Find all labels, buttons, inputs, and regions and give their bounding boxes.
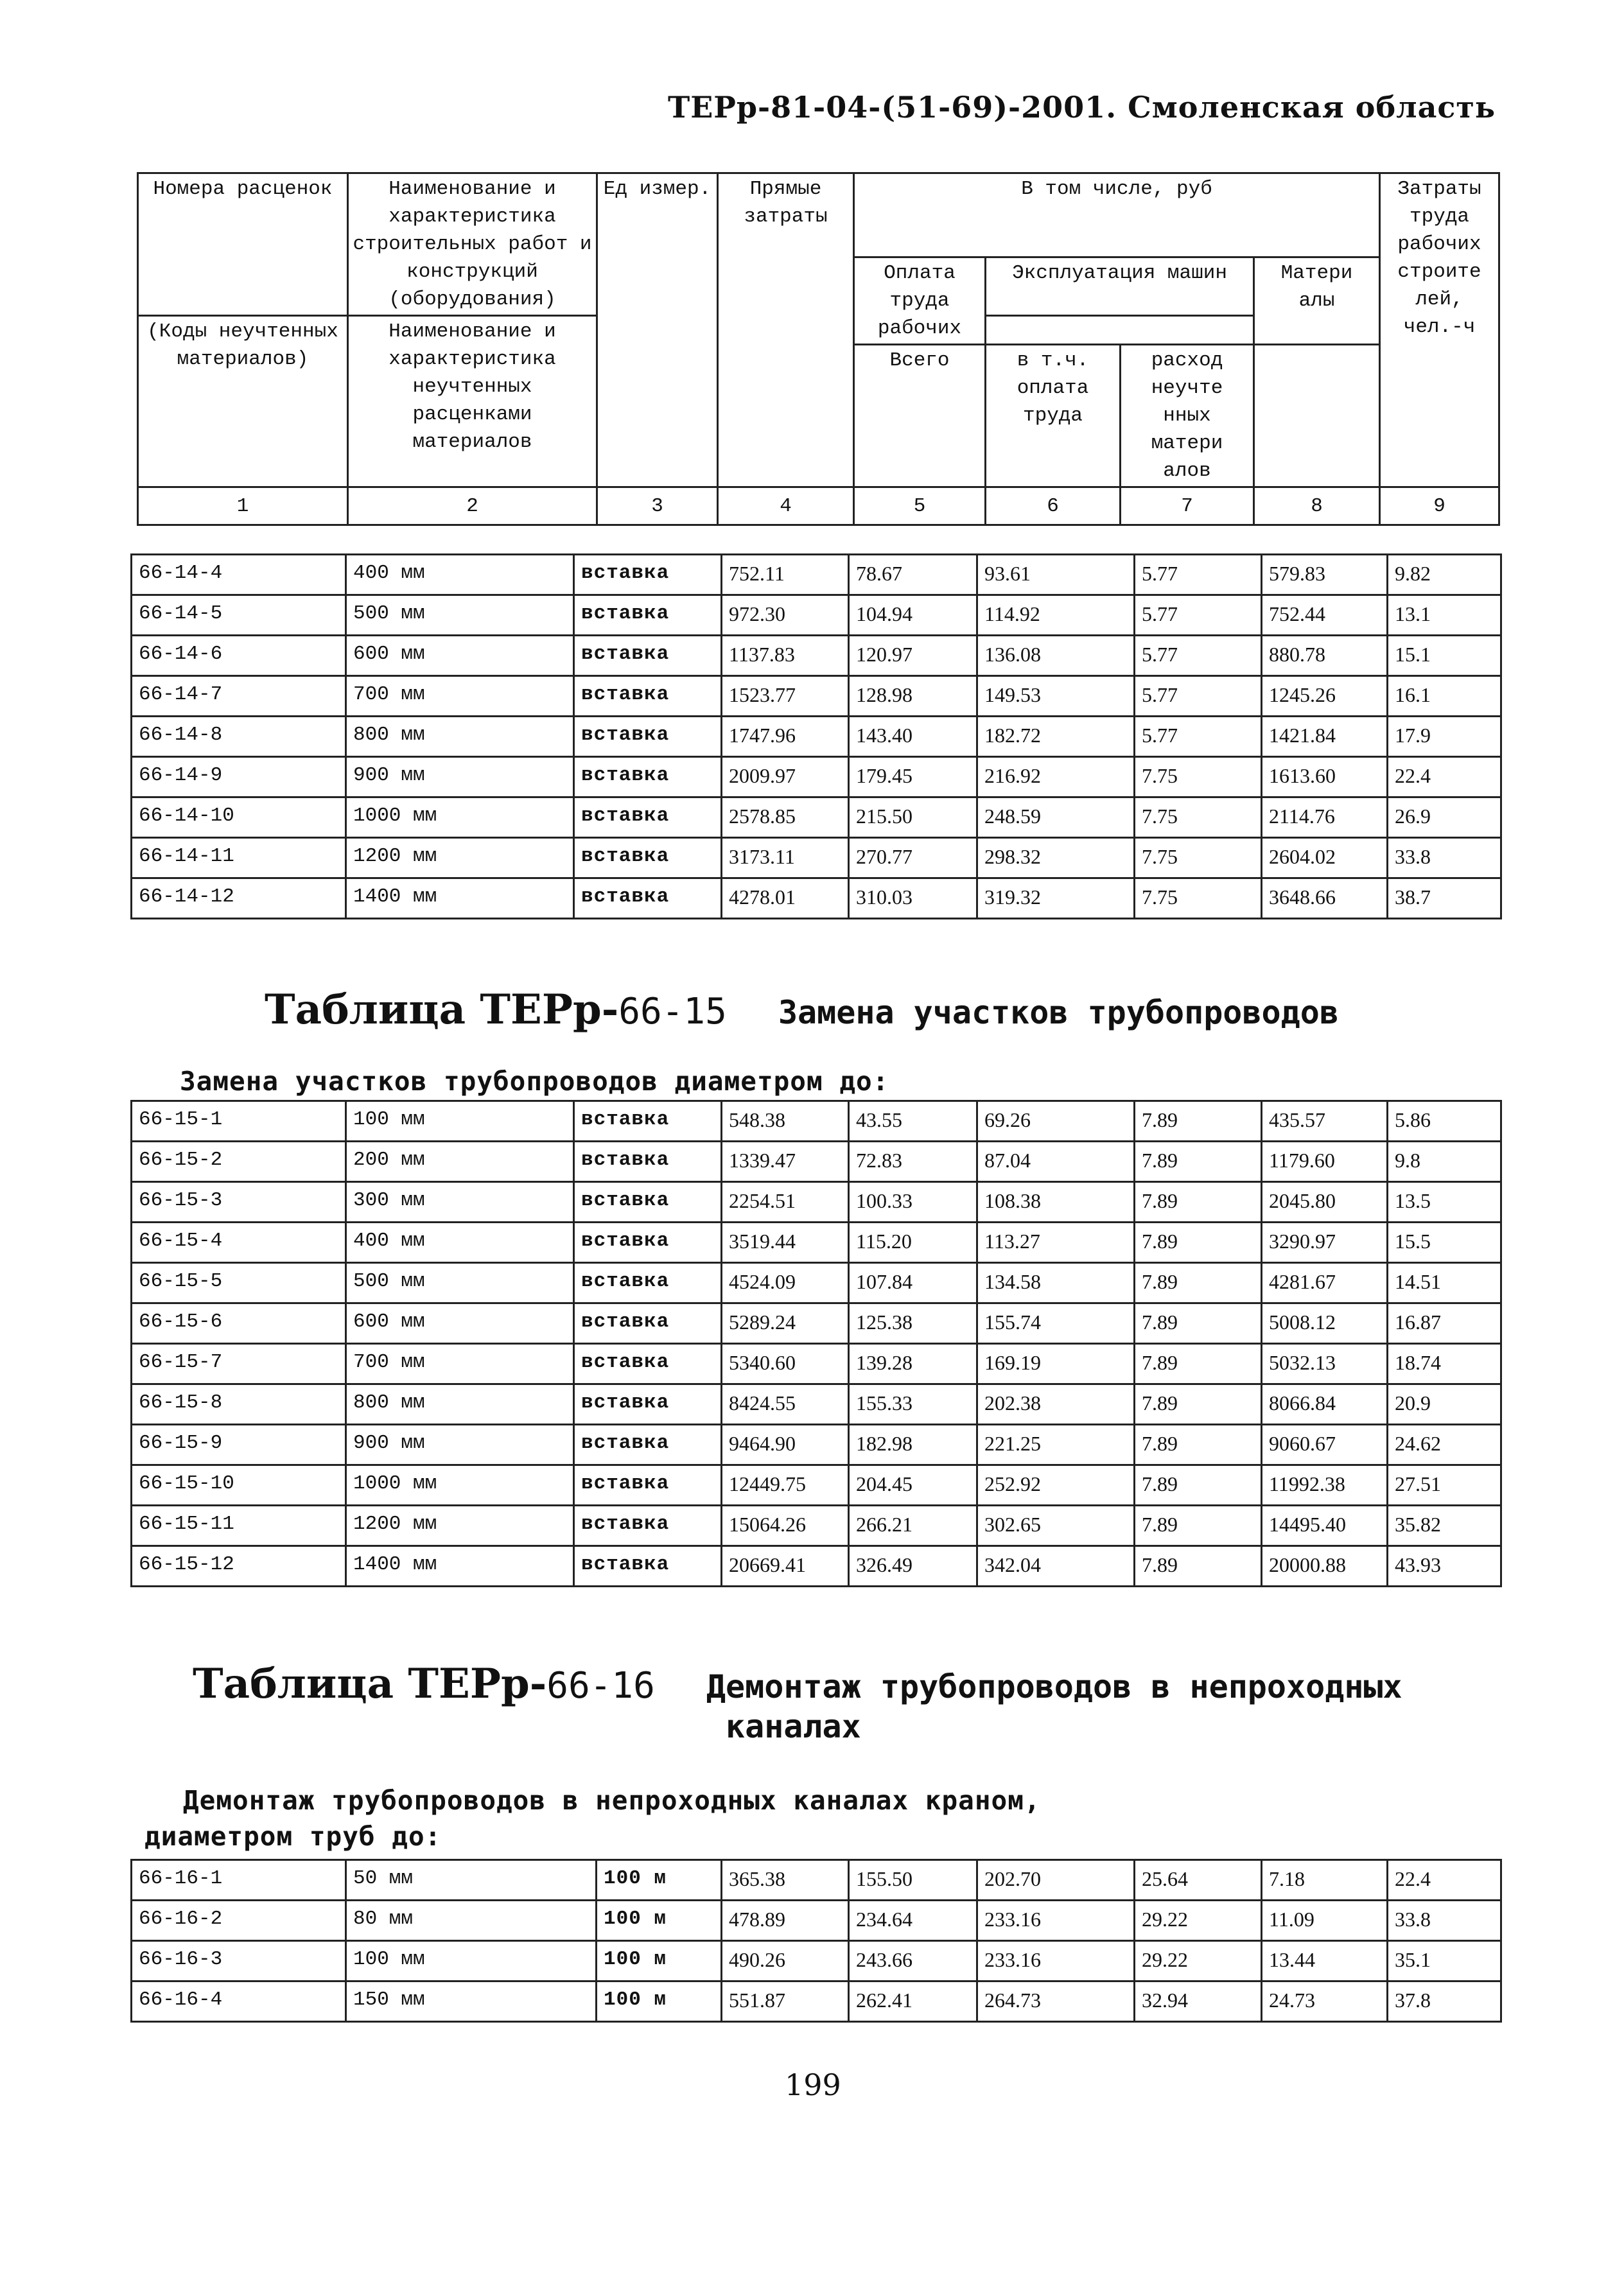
cell-item-size: 500 мм [346,1263,574,1303]
cell-unit: вставка [574,797,722,838]
col-num: 5 [854,487,986,525]
cell-direct-cost: 3173.11 [722,838,849,878]
cell-labor-hours: 33.8 [1388,1901,1501,1941]
cell-labor-hours: 13.5 [1388,1182,1501,1223]
cell-rate-code: 66-16-1 [132,1860,346,1901]
cell-direct-cost: 1747.96 [722,717,849,757]
cell-wages: 182.98 [849,1425,977,1465]
cell-wages: 104.94 [849,595,977,636]
cell-labor-hours: 43.93 [1388,1546,1501,1587]
cell-rate-code: 66-14-11 [132,838,346,878]
cell-labor-hours: 35.1 [1388,1941,1501,1981]
cell-rate-code: 66-15-4 [132,1223,346,1263]
cell-unit: вставка [574,1101,722,1142]
table-row [132,1506,1501,1546]
cell-labor-hours: 15.1 [1388,636,1501,676]
cell-direct-cost: 752.11 [722,555,849,595]
cell-item-size: 1400 мм [346,878,574,919]
col-num: 1 [138,487,348,525]
cell-wages: 43.55 [849,1101,977,1142]
cell-machine-wages: 5.77 [1135,676,1262,717]
cell-materials: 752.44 [1262,595,1388,636]
cell-wages: 143.40 [849,717,977,757]
cell-wages: 326.49 [849,1546,977,1587]
cell-wages: 107.84 [849,1263,977,1303]
cell-labor-hours: 24.62 [1388,1425,1501,1465]
cell-machine-wages: 29.22 [1135,1901,1262,1941]
cell-wages: 78.67 [849,555,977,595]
header-direct-costs: Прямые затраты [718,173,854,487]
cell-labor-hours: 17.9 [1388,717,1501,757]
cell-item-size: 80 мм [346,1901,597,1941]
cell-materials: 13.44 [1262,1941,1388,1981]
cell-direct-cost: 5340.60 [722,1344,849,1384]
cell-machine-wages: 7.89 [1135,1425,1262,1465]
page-header-title: ТЕРр-81-04-(51-69)-2001. Смоленская область [668,90,1496,125]
cell-labor-hours: 18.74 [1388,1344,1501,1384]
cell-machine-total: 202.38 [977,1384,1135,1425]
cell-unit: вставка [574,1425,722,1465]
cell-direct-cost: 20669.41 [722,1546,849,1587]
cell-unit: вставка [574,717,722,757]
header-labor-costs: Затраты труда рабочих строите лей, чел.-ч [1380,173,1499,487]
table-66-16 [130,1859,1502,2023]
table-row [132,1182,1501,1223]
table-title-prefix: Таблица ТЕРр- [265,986,619,1034]
cell-item-size: 900 мм [346,757,574,797]
cell-machine-total: 136.08 [977,636,1135,676]
header-including: В том числе, руб [854,173,1380,257]
cell-wages: 266.21 [849,1506,977,1546]
col-num: 6 [986,487,1121,525]
cell-unit: вставка [574,1344,722,1384]
table-subtitle-66-16-line2: диаметром труб до: [144,1821,442,1852]
cell-unit: вставка [574,1465,722,1506]
table-subtitle-66-15: Замена участков трубопроводов диаметром до: [180,1066,889,1097]
cell-unit: вставка [574,838,722,878]
cell-rate-code: 66-15-11 [132,1506,346,1546]
cell-machine-total: 342.04 [977,1546,1135,1587]
cell-item-size: 1000 мм [346,1465,574,1506]
cell-unit: вставка [574,1223,722,1263]
col-num: 9 [1380,487,1499,525]
cell-materials: 5032.13 [1262,1344,1388,1384]
cell-labor-hours: 37.8 [1388,1981,1501,2022]
cell-machine-total: 264.73 [977,1981,1135,2022]
cell-rate-code: 66-15-5 [132,1263,346,1303]
cell-machine-total: 155.74 [977,1303,1135,1344]
cell-rate-code: 66-16-4 [132,1981,346,2022]
cell-wages: 155.50 [849,1860,977,1901]
table-row [132,838,1501,878]
col-num: 4 [718,487,854,525]
table-row [132,636,1501,676]
cell-item-size: 1200 мм [346,838,574,878]
cell-wages: 204.45 [849,1465,977,1506]
cell-labor-hours: 5.86 [1388,1101,1501,1142]
cell-machine-wages: 7.89 [1135,1303,1262,1344]
cell-materials: 7.18 [1262,1860,1388,1901]
cell-machine-wages: 32.94 [1135,1981,1262,2022]
cell-rate-code: 66-15-8 [132,1384,346,1425]
cell-direct-cost: 4524.09 [722,1263,849,1303]
cell-item-size: 500 мм [346,595,574,636]
cell-unit: вставка [574,757,722,797]
table-row [132,555,1501,595]
cell-machine-wages: 7.75 [1135,757,1262,797]
cell-item-size: 800 мм [346,1384,574,1425]
cell-materials: 2604.02 [1262,838,1388,878]
cell-item-size: 700 мм [346,676,574,717]
cell-materials: 1421.84 [1262,717,1388,757]
cell-machine-wages: 7.89 [1135,1546,1262,1587]
cell-machine-total: 233.16 [977,1941,1135,1981]
cell-rate-code: 66-14-4 [132,555,346,595]
cell-rate-code: 66-15-6 [132,1303,346,1344]
cell-machine-wages: 5.77 [1135,595,1262,636]
cell-unit: вставка [574,1384,722,1425]
cell-wages: 100.33 [849,1182,977,1223]
cell-wages: 243.66 [849,1941,977,1981]
cell-rate-code: 66-14-7 [132,676,346,717]
cell-machine-total: 69.26 [977,1101,1135,1142]
table-row [132,676,1501,717]
cell-direct-cost: 8424.55 [722,1384,849,1425]
cell-materials: 14495.40 [1262,1506,1388,1546]
cell-machine-wages: 7.89 [1135,1506,1262,1546]
cell-direct-cost: 548.38 [722,1101,849,1142]
cell-direct-cost: 1339.47 [722,1142,849,1182]
cell-direct-cost: 4278.01 [722,878,849,919]
cell-rate-code: 66-15-1 [132,1101,346,1142]
cell-unit: вставка [574,676,722,717]
cell-unit: вставка [574,1142,722,1182]
cell-materials: 8066.84 [1262,1384,1388,1425]
table-row [132,878,1501,919]
cell-item-size: 100 мм [346,1941,597,1981]
cell-machine-wages: 7.89 [1135,1182,1262,1223]
cell-materials: 880.78 [1262,636,1388,676]
table-66-14 [130,553,1502,919]
table-title-code: 66-16 [546,1665,655,1707]
cell-direct-cost: 2009.97 [722,757,849,797]
table-title-66-16 [193,1660,1402,1708]
cell-materials: 435.57 [1262,1101,1388,1142]
table-row [132,1860,1501,1901]
cell-labor-hours: 16.87 [1388,1303,1501,1344]
cell-unit: вставка [574,878,722,919]
cell-rate-code: 66-14-9 [132,757,346,797]
table-row [132,1101,1501,1142]
cell-wages: 120.97 [849,636,977,676]
cell-direct-cost: 972.30 [722,595,849,636]
cell-machine-wages: 5.77 [1135,636,1262,676]
header-material-name: Наименование и характеристика неучтенных расценками материалов [348,316,597,487]
cell-materials: 3290.97 [1262,1223,1388,1263]
cell-unit: 100 м [597,1941,722,1981]
cell-direct-cost: 365.38 [722,1860,849,1901]
cell-rate-code: 66-15-7 [132,1344,346,1384]
col-num: 8 [1254,487,1380,525]
table-row [132,1465,1501,1506]
cell-machine-total: 108.38 [977,1182,1135,1223]
cell-machine-wages: 7.89 [1135,1384,1262,1425]
table-row [132,1344,1501,1384]
cell-machine-wages: 7.75 [1135,797,1262,838]
table-row [132,1142,1501,1182]
table-title-code: 66-15 [618,991,727,1032]
cell-item-size: 600 мм [346,636,574,676]
cell-materials: 2114.76 [1262,797,1388,838]
table-row [132,1425,1501,1465]
table-row [132,1981,1501,2022]
cell-item-size: 1000 мм [346,797,574,838]
cell-labor-hours: 9.82 [1388,555,1501,595]
cell-materials: 20000.88 [1262,1546,1388,1587]
col-num: 7 [1121,487,1254,525]
cell-unit: вставка [574,1506,722,1546]
cell-rate-code: 66-14-8 [132,717,346,757]
table-row [132,717,1501,757]
cell-machine-total: 298.32 [977,838,1135,878]
col-num: 2 [348,487,597,525]
cell-machine-total: 302.65 [977,1506,1135,1546]
cell-labor-hours: 22.4 [1388,1860,1501,1901]
table-row [132,1546,1501,1587]
cell-machine-wages: 29.22 [1135,1941,1262,1981]
cell-unit: вставка [574,1263,722,1303]
cell-machine-total: 182.72 [977,717,1135,757]
cell-wages: 128.98 [849,676,977,717]
table-row [132,1263,1501,1303]
page-number: 199 [785,2068,841,2102]
header-material-codes: (Коды неучтенных материалов) [138,316,348,487]
cell-item-size: 400 мм [346,1223,574,1263]
cell-materials: 1613.60 [1262,757,1388,797]
table-66-15 [130,1100,1502,1587]
cell-labor-hours: 26.9 [1388,797,1501,838]
cell-item-size: 900 мм [346,1425,574,1465]
header-unit: Ед измер. [597,173,718,487]
cell-materials: 2045.80 [1262,1182,1388,1223]
cell-rate-code: 66-15-12 [132,1546,346,1587]
cell-materials: 1179.60 [1262,1142,1388,1182]
cell-materials: 24.73 [1262,1981,1388,2022]
cell-item-size: 100 мм [346,1101,574,1142]
cell-rate-code: 66-14-12 [132,878,346,919]
cell-unit: вставка [574,595,722,636]
cell-materials: 579.83 [1262,555,1388,595]
table-title-66-16-line2: каналах [726,1708,861,1745]
table-row [132,1901,1501,1941]
cell-item-size: 50 мм [346,1860,597,1901]
cell-rate-code: 66-15-3 [132,1182,346,1223]
cell-unit: вставка [574,1182,722,1223]
cell-item-size: 200 мм [346,1142,574,1182]
cell-labor-hours: 14.51 [1388,1263,1501,1303]
cell-labor-hours: 33.8 [1388,838,1501,878]
header-total: Всего [854,345,986,487]
cell-machine-wages: 7.89 [1135,1263,1262,1303]
cell-materials: 9060.67 [1262,1425,1388,1465]
cell-item-size: 400 мм [346,555,574,595]
cell-materials: 11992.38 [1262,1465,1388,1506]
header-machine-operation: Эксплуатация машин [986,257,1254,316]
cell-direct-cost: 490.26 [722,1941,849,1981]
cell-direct-cost: 15064.26 [722,1506,849,1546]
cell-direct-cost: 9464.90 [722,1425,849,1465]
cell-item-size: 1200 мм [346,1506,574,1546]
cell-direct-cost: 2578.85 [722,797,849,838]
table-row [132,757,1501,797]
cell-machine-total: 221.25 [977,1425,1135,1465]
cell-unit: вставка [574,636,722,676]
cell-labor-hours: 22.4 [1388,757,1501,797]
cell-direct-cost: 5289.24 [722,1303,849,1344]
table-row [132,1384,1501,1425]
cell-rate-code: 66-15-2 [132,1142,346,1182]
cell-unit: 100 м [597,1901,722,1941]
cell-machine-total: 87.04 [977,1142,1135,1182]
cell-machine-total: 113.27 [977,1223,1135,1263]
cell-rate-code: 66-16-2 [132,1901,346,1941]
cell-item-size: 700 мм [346,1344,574,1384]
cell-wages: 215.50 [849,797,977,838]
col-num: 3 [597,487,718,525]
header-work-name: Наименование и характеристика строительных работ и конструкций (оборудования) [348,173,597,316]
cell-machine-wages: 7.89 [1135,1101,1262,1142]
cell-machine-total: 233.16 [977,1901,1135,1941]
cell-unit: вставка [574,555,722,595]
cell-wages: 155.33 [849,1384,977,1425]
cell-rate-code: 66-14-6 [132,636,346,676]
cell-labor-hours: 16.1 [1388,676,1501,717]
cell-machine-wages: 7.89 [1135,1465,1262,1506]
cell-unit: вставка [574,1546,722,1587]
cell-labor-hours: 9.8 [1388,1142,1501,1182]
cell-materials: 3648.66 [1262,878,1388,919]
cell-direct-cost: 3519.44 [722,1223,849,1263]
cell-wages: 234.64 [849,1901,977,1941]
table-title-prefix: Таблица ТЕРр- [193,1660,547,1708]
cell-materials: 1245.26 [1262,676,1388,717]
cell-unit: вставка [574,1303,722,1344]
cell-machine-wages: 7.75 [1135,838,1262,878]
cell-machine-wages: 7.89 [1135,1344,1262,1384]
table-subtitle-66-16: Демонтаж трубопроводов в непроходных каналах краном, [183,1785,1041,1816]
cell-materials: 5008.12 [1262,1303,1388,1344]
cell-wages: 139.28 [849,1344,977,1384]
header-wages: Оплата труда рабочих [854,257,986,345]
cell-item-size: 1400 мм [346,1546,574,1587]
cell-machine-total: 319.32 [977,878,1135,919]
table-row [132,1223,1501,1263]
cell-wages: 72.83 [849,1142,977,1182]
cell-unit: 100 м [597,1860,722,1901]
cell-materials: 4281.67 [1262,1263,1388,1303]
cell-machine-total: 114.92 [977,595,1135,636]
cell-rate-code: 66-16-3 [132,1941,346,1981]
cell-direct-cost: 2254.51 [722,1182,849,1223]
cell-wages: 262.41 [849,1981,977,2022]
cell-machine-total: 134.58 [977,1263,1135,1303]
cell-labor-hours: 20.9 [1388,1384,1501,1425]
cell-machine-wages: 7.89 [1135,1223,1262,1263]
cell-machine-wages: 5.77 [1135,555,1262,595]
cell-wages: 270.77 [849,838,977,878]
cell-unit: 100 м [597,1981,722,2022]
cell-rate-code: 66-15-10 [132,1465,346,1506]
cell-direct-cost: 1137.83 [722,636,849,676]
cell-labor-hours: 15.5 [1388,1223,1501,1263]
cell-machine-wages: 5.77 [1135,717,1262,757]
table-row [132,1941,1501,1981]
header-materials: Матери алы [1254,257,1380,345]
cell-machine-wages: 7.89 [1135,1142,1262,1182]
cell-item-size: 800 мм [346,717,574,757]
header-rate-number: Номера расценок [138,173,348,316]
table-row [132,1303,1501,1344]
cell-machine-wages: 7.75 [1135,878,1262,919]
cell-item-size: 300 мм [346,1182,574,1223]
table-title-name: Демонтаж трубопроводов в непроходных [706,1668,1402,1705]
table-title-name: Замена участков трубопроводов [778,994,1339,1031]
cell-item-size: 600 мм [346,1303,574,1344]
column-header-table [137,172,1500,526]
cell-item-size: 150 мм [346,1981,597,2022]
cell-direct-cost: 12449.75 [722,1465,849,1506]
cell-machine-total: 202.70 [977,1860,1135,1901]
cell-machine-total: 248.59 [977,797,1135,838]
cell-machine-total: 216.92 [977,757,1135,797]
cell-labor-hours: 13.1 [1388,595,1501,636]
cell-machine-wages: 25.64 [1135,1860,1262,1901]
cell-rate-code: 66-15-9 [132,1425,346,1465]
cell-wages: 310.03 [849,878,977,919]
cell-labor-hours: 38.7 [1388,878,1501,919]
cell-rate-code: 66-14-5 [132,595,346,636]
cell-direct-cost: 1523.77 [722,676,849,717]
cell-labor-hours: 27.51 [1388,1465,1501,1506]
cell-rate-code: 66-14-10 [132,797,346,838]
cell-machine-total: 93.61 [977,555,1135,595]
cell-wages: 115.20 [849,1223,977,1263]
cell-machine-total: 252.92 [977,1465,1135,1506]
header-incl-wages: в т.ч. оплата труда [986,345,1121,487]
cell-direct-cost: 551.87 [722,1981,849,2022]
table-row [132,595,1501,636]
cell-machine-total: 169.19 [977,1344,1135,1384]
table-row [132,797,1501,838]
header-material-consumption: расход неучте нных матери алов [1121,345,1254,487]
table-title-66-15 [265,986,1339,1034]
cell-labor-hours: 35.82 [1388,1506,1501,1546]
cell-wages: 179.45 [849,757,977,797]
cell-wages: 125.38 [849,1303,977,1344]
cell-machine-total: 149.53 [977,676,1135,717]
cell-direct-cost: 478.89 [722,1901,849,1941]
cell-materials: 11.09 [1262,1901,1388,1941]
